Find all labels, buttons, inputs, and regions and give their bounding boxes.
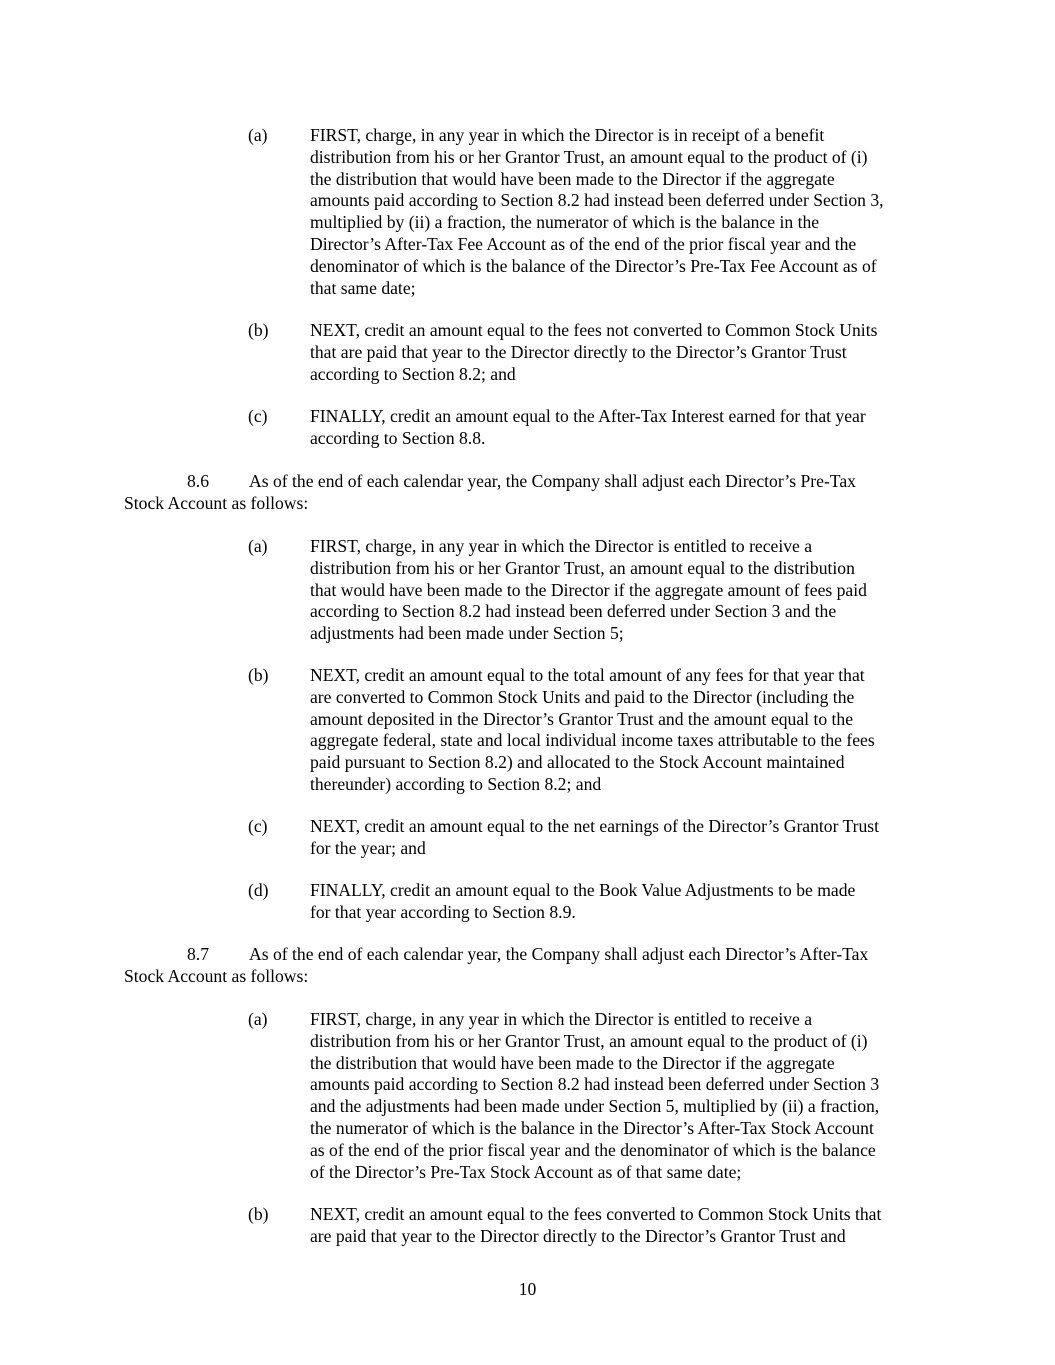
text-line: distribution from his or her Grantor Trust, an amount equal to the product of (i): [310, 146, 868, 167]
text-line: according to Section 8.2 had instead been deferred under Section 3 and the: [310, 601, 837, 622]
item-text: [310, 125, 940, 299]
text-line: amount deposited in the Director’s Grantor Trust and the amount equal to the: [310, 708, 854, 729]
text-line: and the adjustments had been made under Section 5, multiplied by (ii) a fraction,: [310, 1096, 880, 1117]
text-line: the numerator of which is the balance in the Director’s After-Tax Stock Account: [310, 1117, 874, 1138]
section-8-7-paragraph: [124, 944, 944, 988]
item-text: [310, 406, 940, 450]
text-line: of the Director’s Pre-Tax Stock Account as of that same date;: [310, 1161, 742, 1182]
text-line: NEXT, credit an amount equal to the total amount of any fees for that year that: [310, 665, 865, 685]
text-line: for the year; and: [310, 837, 426, 858]
page-number: 10: [518, 1279, 537, 1299]
text-line: for that year according to Section 8.9.: [310, 901, 576, 922]
item-text: [310, 320, 940, 385]
text-line: amounts paid according to Section 8.2 had instead been deferred under Section 3,: [310, 190, 884, 211]
item-text: [310, 880, 940, 924]
section-8-6-paragraph: [124, 471, 944, 515]
text-line: FIRST, charge, in any year in which the Director is in receipt of a benefit: [310, 125, 825, 145]
section-text: As of the end of each calendar year, the Company shall adjust each Director’s After-Tax: [249, 944, 869, 964]
text-line: the distribution that would have been made to the Director if the aggregate: [310, 168, 835, 189]
item-text: [310, 1009, 940, 1183]
text-line: thereunder) according to Section 8.2; and: [310, 773, 602, 794]
text-line: multiplied by (ii) a fraction, the numerator of which is the balance in the: [310, 212, 820, 233]
text-line: are converted to Common Stock Units and paid to the Director (including the: [310, 686, 855, 707]
text-line: distribution from his or her Grantor Trust, an amount equal to the product of (i): [310, 1030, 868, 1051]
text-line: that would have been made to the Director if the aggregate amount of fees paid: [310, 579, 867, 600]
text-line: FINALLY, credit an amount equal to the After-Tax Interest earned for that year: [310, 406, 866, 426]
text-line: adjustments had been made under Section 5;: [310, 623, 624, 644]
text-line: NEXT, credit an amount equal to the fees not converted to Common Stock Units: [310, 320, 878, 340]
section-continuation: Stock Account as follows:: [124, 492, 309, 513]
section-number: 8.6: [187, 471, 209, 491]
text-line: that same date;: [310, 277, 416, 298]
item-label: (a): [248, 536, 268, 556]
section-first-line: [124, 471, 944, 493]
item-label: (a): [248, 1009, 268, 1029]
section-text: As of the end of each calendar year, the Company shall adjust each Director’s Pre-Tax: [249, 471, 856, 491]
item-label: (c): [248, 816, 268, 836]
text-line: that are paid that year to the Director directly to the Director’s Grantor Trust: [310, 341, 847, 362]
item-label: (b): [248, 665, 269, 685]
text-line: paid pursuant to Section 8.2) and allocated to the Stock Account maintained: [310, 752, 845, 773]
text-line: FIRST, charge, in any year in which the Director is entitled to receive a: [310, 536, 813, 556]
text-line: aggregate federal, state and local individual income taxes attributable to the fees: [310, 730, 875, 751]
item-label: (d): [248, 880, 269, 900]
text-line: the distribution that would have been made to the Director if the aggregate: [310, 1052, 835, 1073]
item-text: [310, 816, 940, 860]
section-first-line: [124, 944, 944, 966]
text-line: according to Section 8.8.: [310, 427, 486, 448]
section-continuation: Stock Account as follows:: [124, 965, 309, 986]
item-label: (b): [248, 320, 269, 340]
item-text: [310, 536, 940, 645]
text-line: according to Section 8.2; and: [310, 363, 516, 384]
text-line: amounts paid according to Section 8.2 had instead been deferred under Section 3: [310, 1074, 880, 1095]
text-line: NEXT, credit an amount equal to the net earnings of the Director’s Grantor Trust: [310, 816, 880, 836]
text-line: Director’s After-Tax Fee Account as of the end of the prior fiscal year and the: [310, 233, 857, 254]
text-line: denominator of which is the balance of the Director’s Pre-Tax Fee Account as of: [310, 255, 877, 276]
text-line: FINALLY, credit an amount equal to the Book Value Adjustments to be made: [310, 880, 856, 900]
item-text: [310, 1204, 940, 1248]
item-label: (b): [248, 1204, 269, 1224]
text-line: as of the end of the prior fiscal year and the denominator of which is the balance: [310, 1139, 876, 1160]
item-label: (a): [248, 125, 268, 145]
text-line: distribution from his or her Grantor Trust, an amount equal to the distribution: [310, 557, 855, 578]
text-line: NEXT, credit an amount equal to the fees converted to Common Stock Units that: [310, 1204, 882, 1224]
text-line: FIRST, charge, in any year in which the Director is entitled to receive a: [310, 1009, 813, 1029]
item-label: (c): [248, 406, 268, 426]
section-number: 8.7: [187, 944, 209, 964]
item-text: [310, 665, 940, 796]
text-line: are paid that year to the Director directly to the Director’s Grantor Trust and: [310, 1225, 846, 1246]
